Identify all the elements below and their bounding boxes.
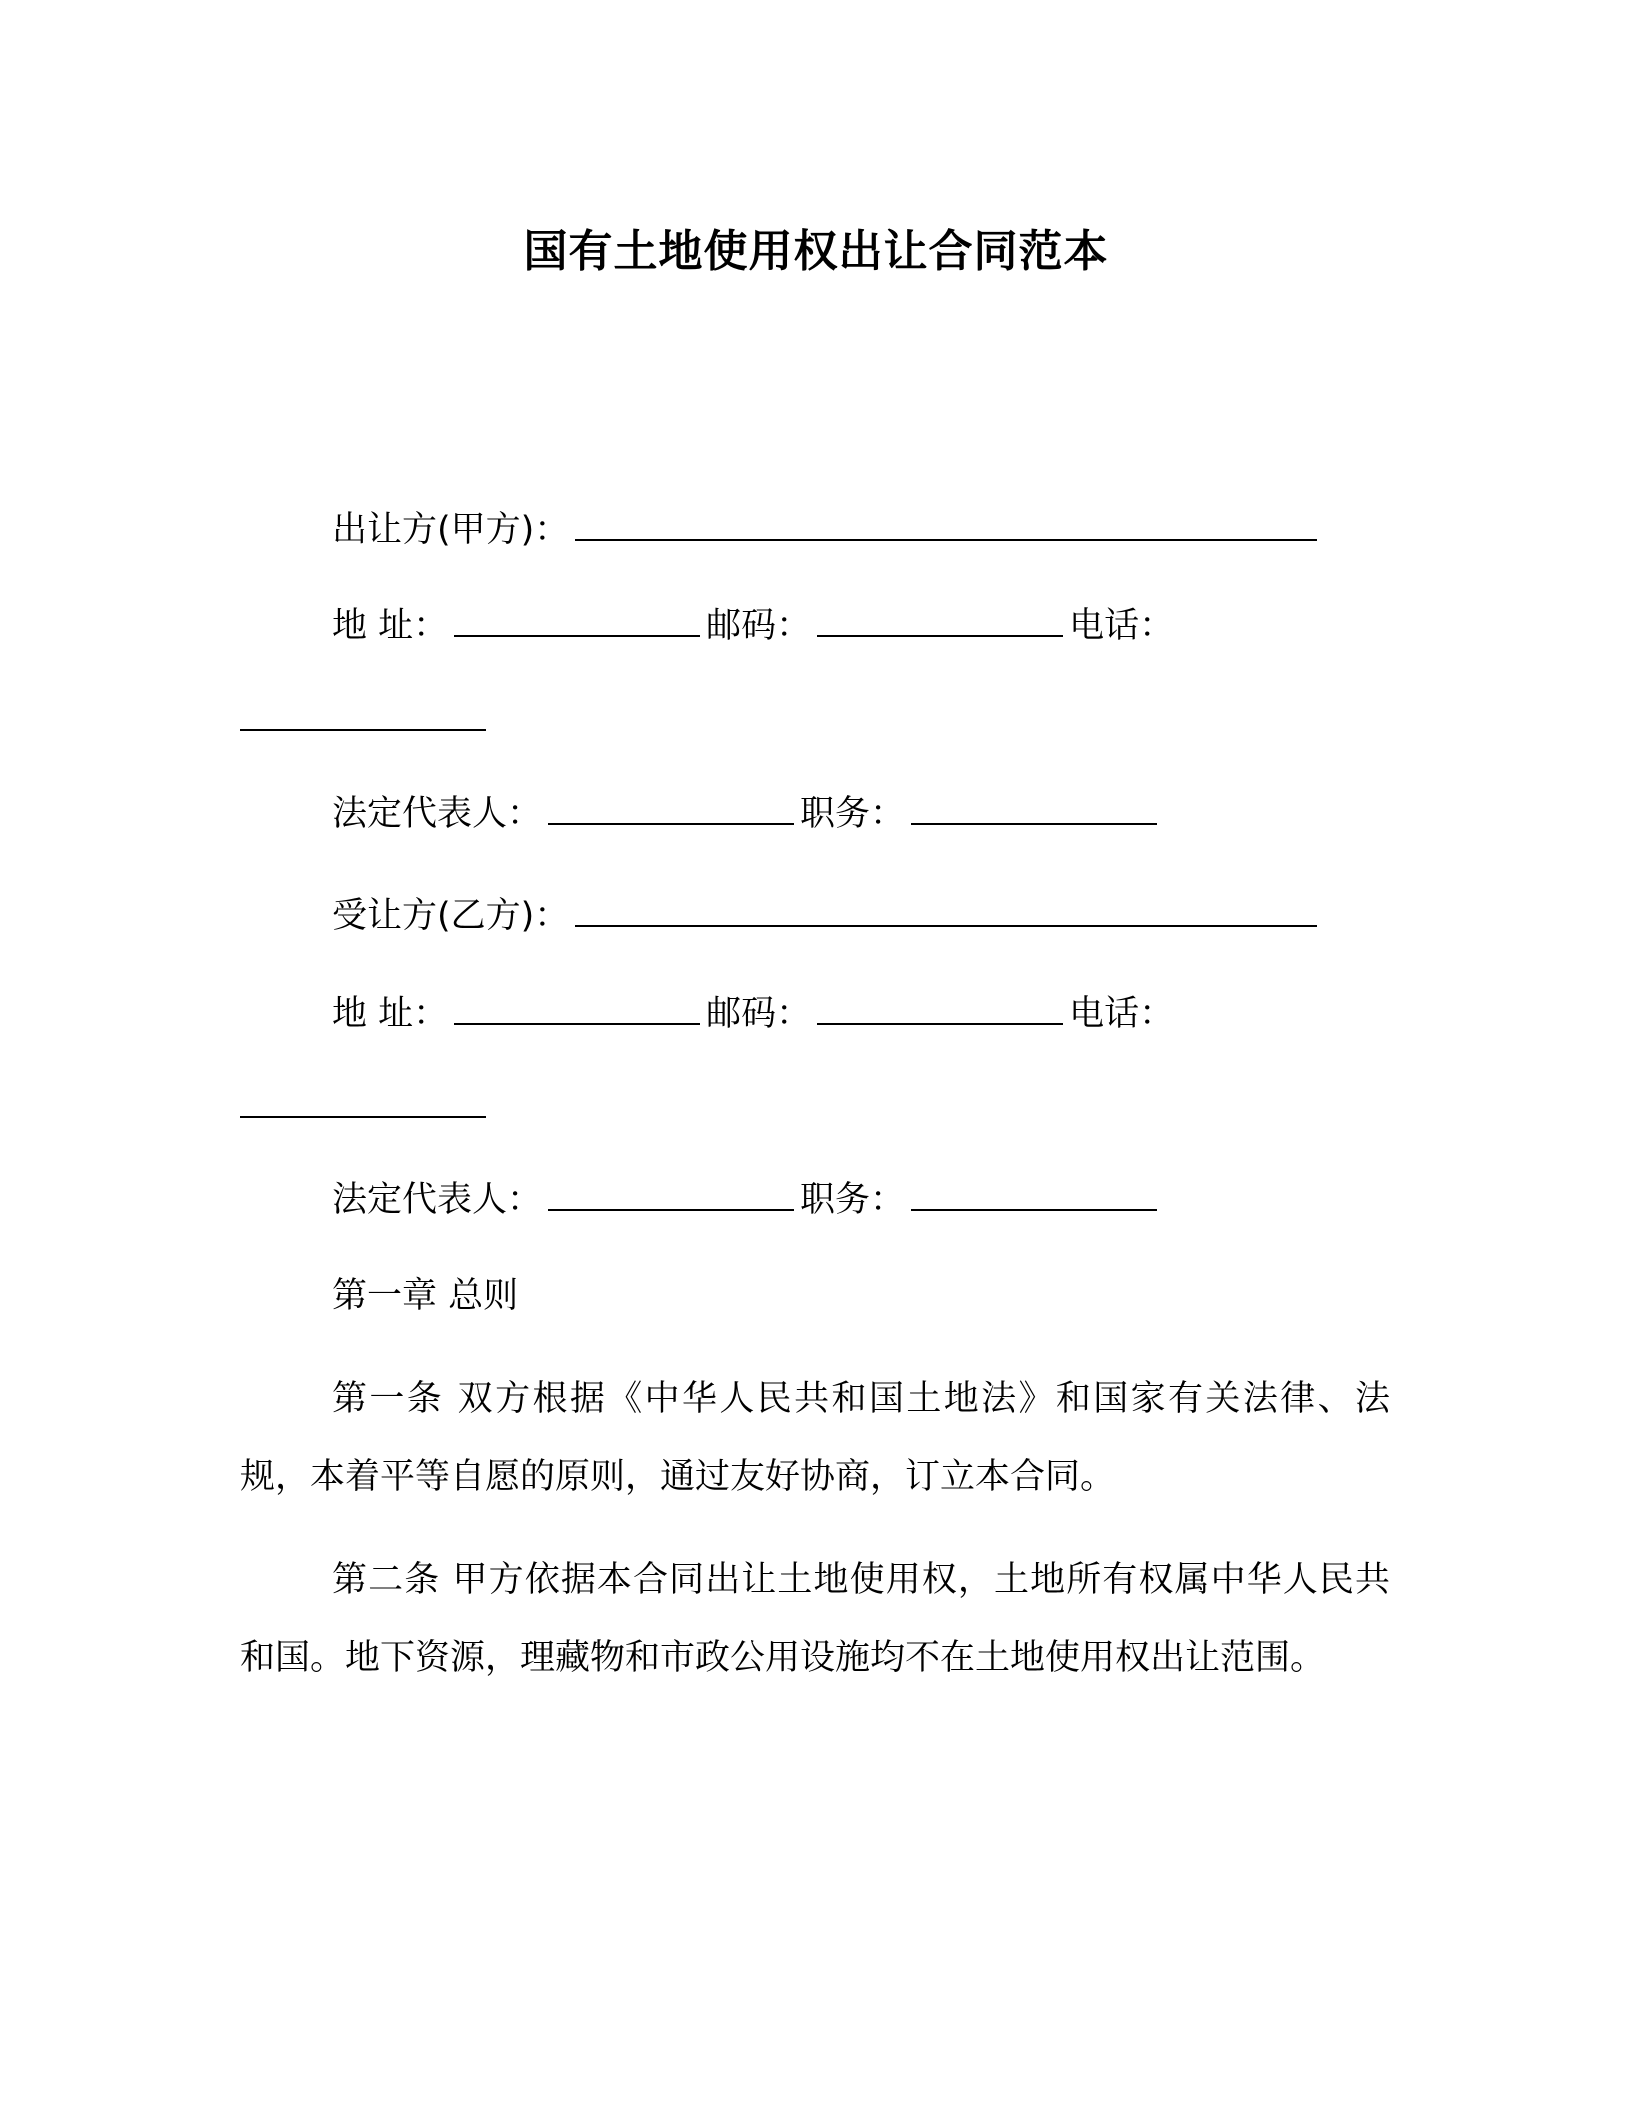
party-a-contact-line [332,602,1174,650]
party-a-phone-blank [240,701,486,731]
party-b-label: 受让方(乙方)： [332,896,570,936]
party-b-blank [575,897,1317,927]
party-b-phone-label: 电话： [1069,994,1175,1034]
party-b-line [332,892,1323,940]
party-a-address-label: 地 址： [332,606,449,646]
party-a-phone-label: 电话： [1069,606,1175,646]
party-b-postcode-label: 邮码： [706,994,812,1034]
party-a-address-blank [454,607,700,637]
party-b-address-label: 地 址： [332,994,449,1034]
party-b-rep-blank [548,1181,794,1211]
party-b-phone-blank [240,1088,486,1118]
party-b-rep-label: 法定代表人： [332,1180,543,1220]
party-b-contact-line [332,990,1174,1038]
party-a-postcode-blank [817,607,1063,637]
party-a-postcode-label: 邮码： [706,606,812,646]
party-a-rep-line [332,790,1163,838]
party-b-position-label: 职务： [800,1180,906,1220]
article-1-paragraph: 第一条 双方根据《中华人民共和国土地法》和国家有关法律、法规，本着平等自愿的原则，通过友好协商，订立本合同。 [240,1379,1390,1497]
page-title: 国有土地使用权出让合同范本 [523,226,1109,277]
party-a-position-blank [911,795,1157,825]
chapter-heading: 第一章 总则 [332,1276,519,1316]
party-a-label: 出让方(甲方)： [332,510,570,550]
party-a-line [332,506,1323,554]
party-a-position-label: 职务： [800,794,906,834]
party-b-phone-line [240,1083,492,1131]
party-b-postcode-blank [817,995,1063,1025]
party-a-blank [575,511,1317,541]
article-2-paragraph: 第二条 甲方依据本合同出让土地使用权，土地所有权属中华人民共和国。地下资源，理藏物和市政公用设施均不在土地使用权出让范围。 [240,1560,1390,1678]
party-a-phone-line [240,696,492,744]
party-b-address-blank [454,995,700,1025]
party-b-position-blank [911,1181,1157,1211]
party-b-rep-line [332,1176,1163,1224]
party-a-rep-label: 法定代表人： [332,794,543,834]
party-a-rep-blank [548,795,794,825]
